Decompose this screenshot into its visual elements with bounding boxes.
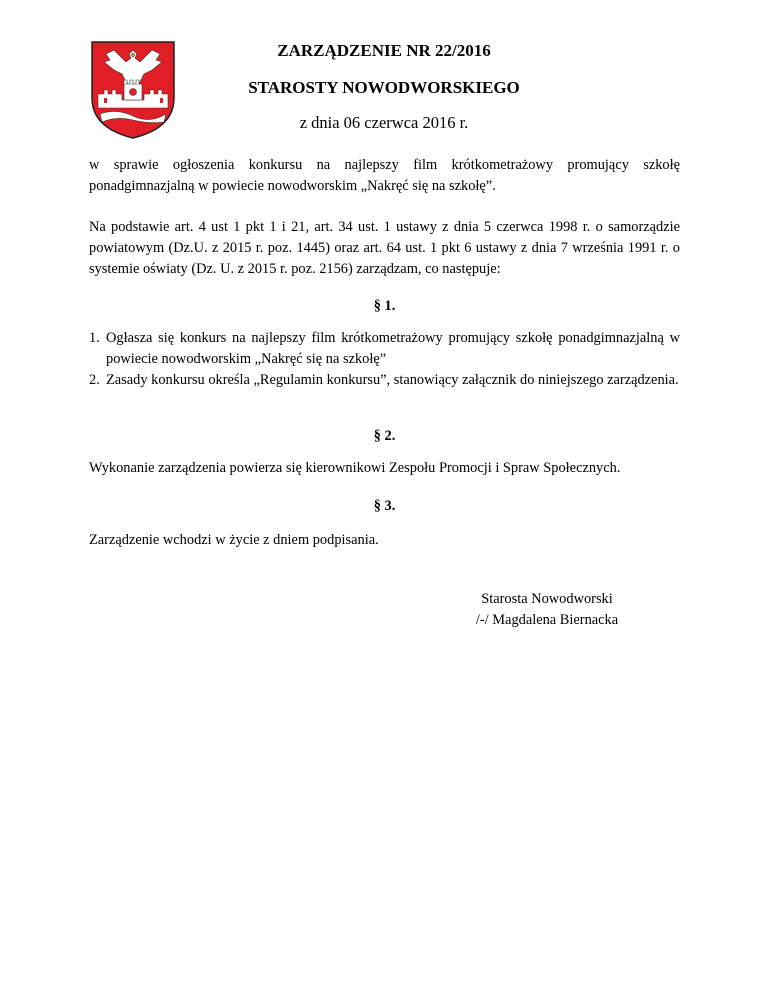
subject-paragraph: w sprawie ogłoszenia konkursu na najlepszy film krótkometrażowy promujący szkołę ponadgimnazjalną w powiecie nowodworskim „Nakręć się na szkołę”. — [89, 157, 680, 194]
list-item-number: 2. — [89, 372, 100, 388]
signature-name: /-/ Magdalena Biernacka — [475, 612, 619, 628]
section-2-text: Wykonanie zarządzenia powierza się kierownikowi Zespołu Promocji i Spraw Społecznych. — [89, 460, 621, 476]
list-item — [89, 370, 680, 391]
coat-of-arms-icon — [90, 40, 176, 140]
section-1-list — [89, 328, 680, 391]
section-3-text: Zarządzenie wchodzi w życie z dniem podpisania. — [89, 532, 379, 548]
list-item — [89, 328, 680, 370]
document-date: z dnia 06 czerwca 2016 r. — [299, 113, 469, 132]
document-title: ZARZĄDZENIE NR 22/2016 — [277, 41, 491, 60]
signature-title: Starosta Nowodworski — [481, 591, 613, 607]
section-3-heading: § 3. — [373, 498, 396, 514]
list-item-text: Ogłasza się konkurs na najlepszy film krótkometrażowy promujący szkołę ponadgimnazjalną w powiecie nowodworskim „Nakręć się na szkołę” — [106, 330, 680, 367]
issuer-title: STAROSTY NOWODWORSKIEGO — [248, 78, 520, 97]
legal-basis-paragraph: Na podstawie art. 4 ust 1 pkt 1 i 21, art. 34 ust. 1 ustawy z dnia 5 czerwca 1998 r. o samorządzie powiatowym (Dz.U. z 2015 r. poz. 1445) oraz art. 64 ust. 1 pkt 6 ustawy z dnia 7 września 1991 r. o systemie oświaty (Dz. U. z 2015 r. poz. 2156) zarządzam, co następuje: — [89, 219, 680, 277]
list-item-number: 1. — [89, 330, 100, 346]
signature-block — [462, 589, 632, 631]
list-item-text: Zasady konkursu określa „Regulamin konkursu”, stanowiący załącznik do niniejszego zarządzenia. — [106, 372, 679, 388]
section-1-heading: § 1. — [373, 298, 396, 314]
section-2-heading: § 2. — [373, 428, 396, 444]
